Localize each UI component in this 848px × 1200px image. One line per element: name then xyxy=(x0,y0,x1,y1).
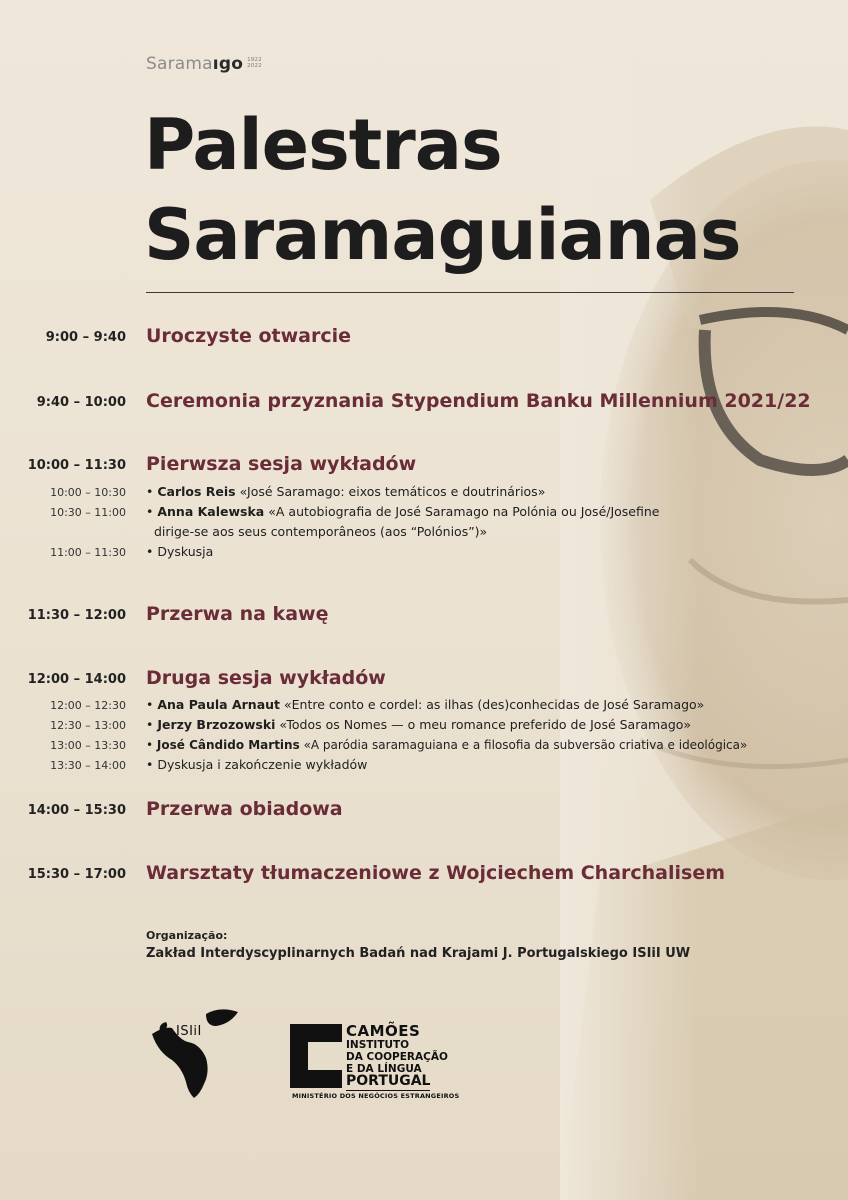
session-title: Uroczyste otwarcie xyxy=(146,325,351,347)
session-time: 15:30 – 17:00 xyxy=(27,867,126,882)
lecture-time: 12:00 – 12:30 xyxy=(50,699,126,712)
camoes-name: CAMÕES xyxy=(346,1022,421,1040)
camoes-c-icon xyxy=(290,1024,342,1088)
lecture-time: 12:30 – 13:00 xyxy=(50,719,126,732)
session-title: Ceremonia przyznania Stypendium Banku Millennium 2021/22 xyxy=(146,390,811,412)
lecture-item: • Ana Paula Arnaut «Entre conto e cordel: as ilhas (des)conhecidas de José Saramago» xyxy=(146,697,705,712)
session-time: 14:00 – 15:30 xyxy=(27,803,126,818)
session-title: Przerwa obiadowa xyxy=(146,798,343,820)
session-time: 12:00 – 14:00 xyxy=(27,672,126,687)
camoes-line: INSTITUTO xyxy=(346,1039,410,1051)
session-title: Druga sesja wykładów xyxy=(146,667,386,689)
session-title: Warsztaty tłumaczeniowe z Wojciechem Charchalisem xyxy=(146,862,726,884)
lecture-item: • José Cândido Martins «A paródia saramaguiana e a filosofia da subversão criativa e ideológica» xyxy=(146,738,748,752)
lecture-title: «Todos os Nomes — o meu romance preferido de José Saramago» xyxy=(279,717,692,732)
title-line-1: Palestras xyxy=(144,104,502,186)
saramago-100-logo: Saramaıgo 1922 2022 xyxy=(146,54,262,74)
brand-prefix: Sarama xyxy=(146,54,213,74)
lecture-title-continued: dirige-se aos seus contemporâneos (aos “Polónios”)» xyxy=(153,524,488,539)
lecture-speaker: Ana Paula Arnaut xyxy=(157,697,280,712)
lecture-title: «Entre conto e cordel: as ilhas (des)conhecidas de José Saramago» xyxy=(283,697,705,712)
lecture-time: 10:00 – 10:30 xyxy=(50,486,126,499)
lecture-item: • Anna Kalewska «A autobiografia de José Saramago na Polónia ou José/Josefine dirige-se aos seus contemporâneos (aos “Polónios”)» xyxy=(146,504,660,539)
lecture-speaker: José Cândido Martins xyxy=(156,738,300,752)
lecture-time: 13:00 – 13:30 xyxy=(50,739,126,752)
session-title: Pierwsza sesja wykładów xyxy=(146,453,417,475)
lecture-title: «A paródia saramaguiana e a filosofia da subversão criativa e ideológica» xyxy=(303,738,748,752)
brand-year-end: 2022 xyxy=(247,63,262,69)
camoes-line: E DA LÍNGUA xyxy=(346,1063,422,1075)
isiil-logo-text: ISIiI xyxy=(176,1024,202,1039)
lecture-item: • Dyskusja xyxy=(146,544,214,559)
lecture-title: Dyskusja xyxy=(157,544,214,559)
session-title: Przerwa na kawę xyxy=(146,603,329,625)
organization-label: Organização: xyxy=(146,929,228,942)
lecture-time: 13:30 – 14:00 xyxy=(50,759,126,772)
lecture-speaker: Carlos Reis xyxy=(157,484,236,499)
lecture-speaker: Jerzy Brzozowski xyxy=(157,717,276,732)
organization-name: Zakład Interdyscyplinarnych Badań nad Krajami J. Portugalskiego ISIiI UW xyxy=(146,946,691,961)
lecture-time: 10:30 – 11:00 xyxy=(50,506,126,519)
session-time: 11:30 – 12:00 xyxy=(27,608,126,623)
camoes-line: DA COOPERAÇÃO xyxy=(346,1051,448,1063)
brand-year-start: 1922 xyxy=(247,57,262,63)
lecture-speaker: Anna Kalewska xyxy=(157,504,265,519)
title-line-2: Saramaguianas xyxy=(144,194,741,276)
lecture-item: • Jerzy Brzozowski «Todos os Nomes — o meu romance preferido de José Saramago» xyxy=(146,717,692,732)
session-time: 9:00 – 9:40 xyxy=(45,330,126,345)
lecture-item: • Dyskusja i zakończenie wykładów xyxy=(146,757,368,772)
session-time: 10:00 – 11:30 xyxy=(27,458,126,473)
page-title xyxy=(144,100,741,280)
camoes-ministry: MINISTÉRIO DOS NEGÓCIOS ESTRANGEIROS xyxy=(292,1092,460,1100)
lecture-item: • Carlos Reis «José Saramago: eixos temáticos e doutrinários» xyxy=(146,484,546,499)
title-divider xyxy=(146,292,794,293)
lecture-title: Dyskusja i zakończenie wykładów xyxy=(157,757,368,772)
camoes-portugal: PORTUGAL xyxy=(346,1073,431,1089)
lecture-title: «José Saramago: eixos temáticos e doutrinários» xyxy=(239,484,546,499)
isiil-map-logo xyxy=(146,1006,242,1102)
session-time: 9:40 – 10:00 xyxy=(36,395,126,410)
lecture-title: «A autobiografia de José Saramago na Polónia ou José/Josefine xyxy=(268,504,660,519)
lecture-time: 11:00 – 11:30 xyxy=(50,546,126,559)
